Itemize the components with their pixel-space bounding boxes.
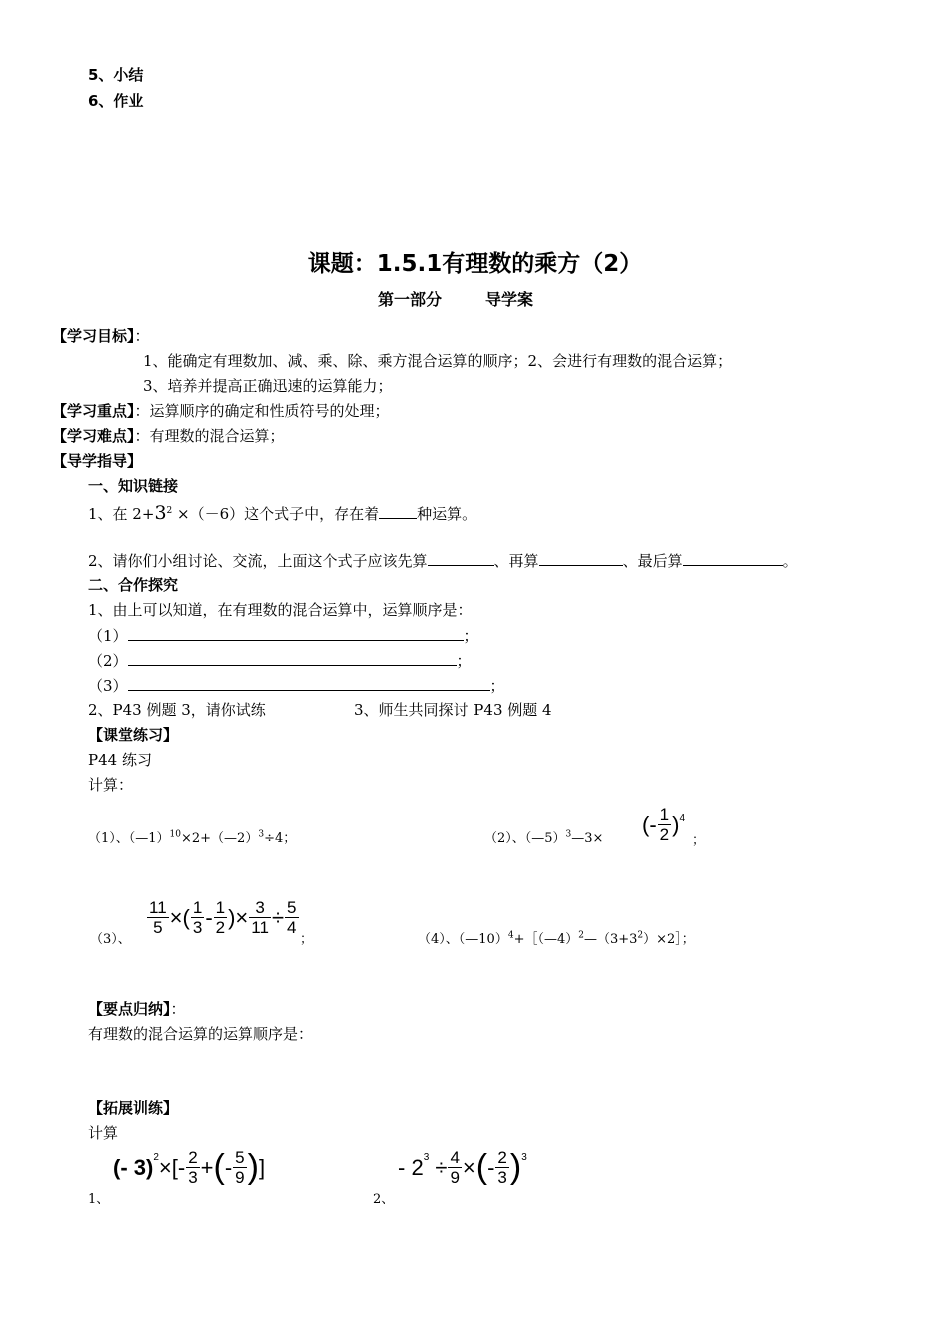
e1-f1-num: 2	[188, 1148, 198, 1167]
difficulty-row	[52, 426, 285, 446]
summary-row	[88, 999, 186, 1019]
q2-blank-first[interactable]	[428, 550, 494, 566]
p4-exp1: 4	[507, 930, 514, 941]
e1-neg: -	[224, 1155, 233, 1180]
p3-post: ；	[300, 932, 314, 947]
p3-f1-den: 5	[153, 918, 163, 937]
extension-1-number: 1、	[88, 1192, 110, 1207]
p3-frac-4	[249, 898, 271, 937]
p3-f4-den: 11	[251, 918, 269, 937]
p3-f5-num: 5	[287, 898, 297, 917]
e1-f2-den: 9	[235, 1168, 245, 1187]
p3-frac-3	[214, 898, 227, 937]
order-step-3	[88, 675, 505, 696]
q1-mid: ×（－6）这个式子中，存在着	[172, 505, 380, 523]
p4-mid: +［（—4）	[513, 932, 579, 947]
step-1-label: （1）	[88, 627, 128, 645]
p2-open: (-	[642, 812, 657, 837]
e1-frac-1	[186, 1148, 199, 1187]
q2-blank-then[interactable]	[539, 550, 623, 566]
p2-num: 1	[659, 805, 670, 824]
section1-heading: 一、知识链接	[88, 477, 179, 495]
e2-f1-den: 9	[450, 1168, 460, 1187]
extension-2-expression	[398, 1148, 527, 1187]
objectives-colon: ：	[134, 327, 150, 345]
section2-heading: 二、合作探究	[88, 576, 179, 594]
e1-times: ×[-	[158, 1155, 186, 1180]
p3-minus: -	[205, 905, 213, 930]
p2-close: )	[672, 812, 680, 837]
e1-rbracket: ]	[258, 1155, 266, 1180]
p3-frac-5	[285, 898, 298, 937]
q2-text-c: 、最后算	[622, 552, 683, 570]
p4-pre: （4）、（—10）	[418, 932, 508, 947]
order-step-2	[88, 650, 472, 671]
key-point-label: 【学习重点】	[52, 402, 135, 420]
e2-exp: 3	[423, 1152, 430, 1163]
page-title: 课题：1.5.1有理数的乘方（2）	[307, 251, 643, 277]
p1-exp1: 10	[169, 829, 181, 840]
step-3-blank[interactable]	[128, 675, 490, 691]
p1-post: ÷4；	[264, 831, 297, 846]
q1-post: 种运算。	[417, 505, 478, 523]
p2-den: 2	[659, 825, 670, 844]
explore-question-1: 1、由上可以知道，在有理数的混合运算中，运算顺序是：	[88, 601, 473, 619]
practice-problem-1	[88, 829, 296, 849]
q2-text-a: 2、请你们小组讨论、交流，上面这个式子应该先算	[88, 552, 428, 570]
q2-text-b: 、再算	[493, 552, 539, 570]
guide-label: 【导学指导】	[52, 452, 143, 470]
outline-item-summary: 5、小结	[88, 66, 144, 84]
e2-base: - 2	[398, 1155, 424, 1180]
p3-frac-2	[191, 898, 204, 937]
explore-question-3: 3、师生共同探讨 P43 例题 4	[354, 701, 552, 719]
e2-frac-2	[495, 1148, 508, 1187]
difficulty-label: 【学习难点】	[52, 427, 135, 445]
p3-f4-num: 3	[249, 898, 271, 918]
step-2-end: ；	[456, 652, 472, 670]
q1-exp: 2	[166, 506, 173, 516]
e2-lparen: (	[475, 1148, 488, 1186]
part-label: 第一部分	[378, 290, 443, 309]
step-3-end: ；	[489, 677, 505, 695]
p3-frac-1	[147, 898, 169, 937]
e1-f1-den: 3	[188, 1168, 198, 1187]
step-3-label: （3）	[88, 677, 128, 695]
key-point-text: ：运算顺序的确定和性质符号的处理；	[134, 402, 390, 420]
p4-post: ）×2］；	[643, 932, 695, 947]
p1-pre: （1）、（—1）	[88, 831, 170, 846]
step-2-label: （2）	[88, 652, 128, 670]
extension-2-number: 2、	[373, 1192, 395, 1207]
practice-ref: P44 练习	[88, 751, 152, 769]
p2-mid: —3×	[571, 831, 604, 846]
summary-label: 【要点归纳】	[88, 1000, 171, 1018]
e2-times: ×	[462, 1155, 476, 1180]
p1-mid: ×2+（—2）	[181, 831, 259, 846]
objective-line-1: 1、能确定有理数加、减、乘、除、乘方混合运算的顺序；2、会进行有理数的混合运算；	[143, 352, 733, 370]
e2-rparen: )	[509, 1148, 522, 1186]
difficulty-text: ：有理数的混合运算；	[134, 427, 285, 445]
knowledge-question-1	[88, 503, 477, 524]
p2-pre: （2）、（—5）	[484, 831, 566, 846]
objectives-label: 【学习目标】	[52, 327, 135, 345]
e1-f2-num: 5	[235, 1148, 245, 1167]
practice-problem-4	[418, 930, 695, 950]
step-2-blank[interactable]	[128, 650, 457, 666]
q1-base: 3	[154, 502, 167, 524]
p3-times-2: )×	[228, 905, 249, 930]
p3-pre: （3）、	[90, 932, 131, 947]
p4-exp2: 2	[578, 930, 584, 941]
order-step-1	[88, 625, 479, 646]
part-name: 导学案	[485, 290, 534, 309]
p1-exp2: 3	[258, 829, 265, 840]
e2-neg: -	[487, 1155, 495, 1180]
p3-divide: ÷	[271, 905, 285, 930]
p2-fraction-power	[642, 805, 685, 844]
e1-base: (- 3)	[113, 1155, 154, 1180]
e2-f2-num: 2	[497, 1148, 507, 1167]
p4-exp3: 2	[637, 930, 644, 941]
practice-label: 【课堂练习】	[88, 726, 179, 744]
q1-pre: 1、在 2+	[88, 505, 155, 523]
p3-f2-num: 1	[192, 898, 203, 917]
p2-exp1: 3	[565, 829, 572, 840]
q2-blank-last[interactable]	[683, 550, 783, 566]
summary-text: 有理数的混合运算的运算顺序是：	[88, 1025, 314, 1043]
p3-times-1: ×(	[169, 905, 190, 930]
e1-rparen: )	[247, 1148, 259, 1186]
summary-colon: ：	[170, 1000, 186, 1018]
practice-problem-3-expression	[146, 898, 300, 937]
step-1-blank[interactable]	[128, 625, 464, 641]
outline-item-homework: 6、作业	[88, 92, 144, 110]
explore-question-2: 2、P43 例题 3，请你试练	[88, 701, 266, 719]
e1-lparen: (	[213, 1148, 225, 1186]
e2-f2-den: 3	[497, 1168, 507, 1187]
p3-f3-den: 2	[215, 918, 226, 937]
extension-label: 【拓展训练】	[88, 1099, 179, 1117]
practice-calc: 计算：	[88, 776, 134, 794]
q2-text-d: 。	[782, 552, 798, 570]
p3-f1-num: 11	[149, 898, 167, 917]
practice-problem-2	[484, 829, 603, 849]
e1-exp: 2	[153, 1152, 159, 1163]
p3-f5-den: 4	[287, 918, 297, 937]
e2-frac-1	[448, 1148, 461, 1187]
objectives-row	[52, 326, 150, 346]
e2-f1-num: 4	[450, 1148, 460, 1167]
key-point-row	[52, 401, 390, 421]
p2-fraction	[658, 805, 671, 844]
q1-blank[interactable]	[379, 503, 417, 519]
p2-post: ；	[692, 833, 706, 848]
p4-mid2: —（3+3	[583, 932, 638, 947]
step-1-end: ；	[463, 627, 479, 645]
e1-frac-2	[233, 1148, 246, 1187]
objective-line-2: 3、培养并提高正确迅速的运算能力；	[143, 377, 393, 395]
e2-exp2: 3	[521, 1152, 527, 1163]
p3-f3-num: 1	[215, 898, 226, 917]
knowledge-question-2	[88, 550, 798, 571]
e2-divide: ÷	[429, 1155, 448, 1180]
extension-calc: 计算	[88, 1124, 119, 1142]
e1-plus: +	[200, 1155, 214, 1180]
p2-exp: 4	[679, 813, 686, 824]
extension-1-expression	[113, 1148, 265, 1187]
p3-f2-den: 3	[192, 918, 203, 937]
